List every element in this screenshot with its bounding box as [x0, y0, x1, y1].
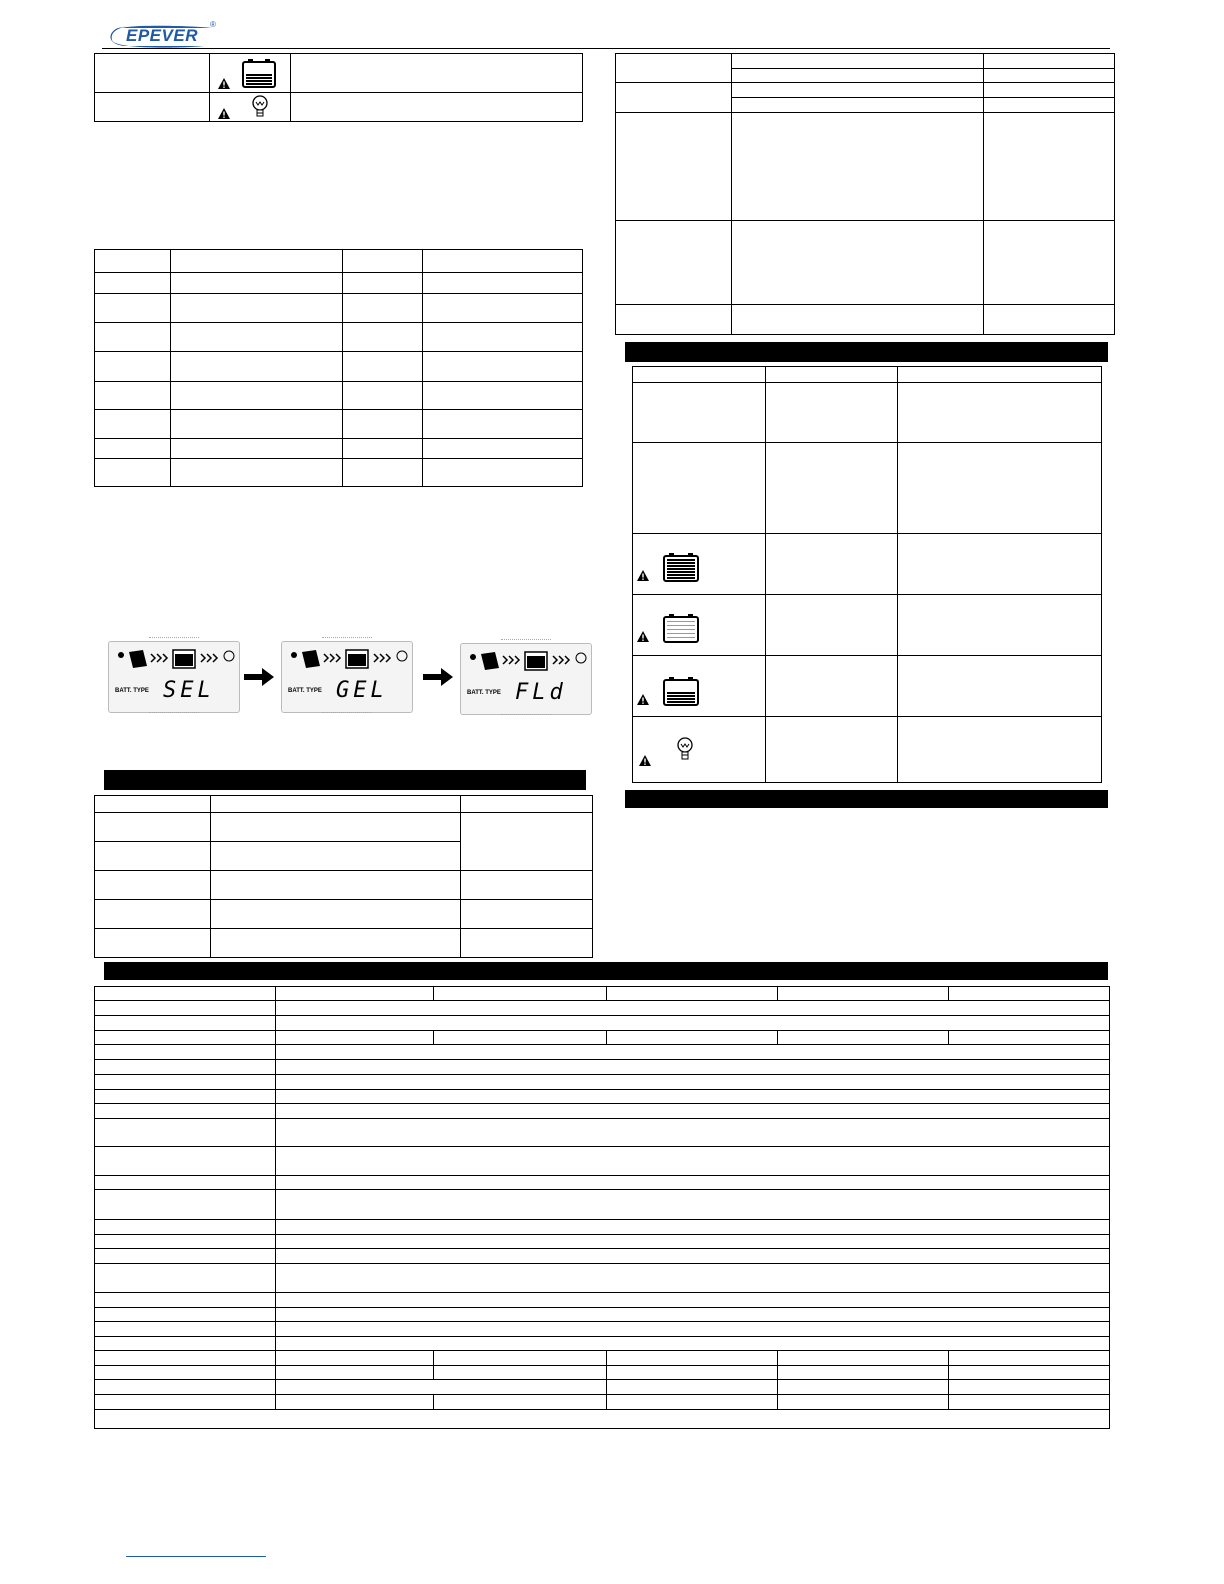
brand-logo: [104, 18, 224, 52]
lcd-value: SEL: [163, 678, 215, 703]
lcd-screen-sel: [108, 641, 240, 713]
lightbulb-icon: [252, 95, 268, 119]
warning-icon: [639, 755, 651, 766]
lcd-screen-fld: [460, 643, 592, 715]
warning-icon: [637, 631, 649, 642]
right-arrow-icon: [244, 666, 274, 688]
right-arrow-icon: [423, 666, 453, 688]
registered-mark: ®: [210, 20, 216, 29]
lcd-flow-icons: [465, 648, 591, 678]
brand-name: EPEVER: [126, 26, 198, 45]
battery-icon: [242, 58, 276, 88]
lcd-batt-type-label: BATT. TYPE: [115, 688, 149, 694]
warning-icon: [637, 694, 649, 705]
warning-icon: [637, 570, 649, 581]
lcd-value: GEL: [336, 678, 388, 703]
battery-full-icon: [663, 552, 699, 582]
section-header-bar: [625, 342, 1108, 362]
footer-link-underline: [126, 1556, 266, 1557]
lcd-screen-gel: [281, 641, 413, 713]
header-rule: [102, 48, 1110, 49]
section-header-bar: [104, 770, 586, 790]
lcd-value: FLd: [515, 680, 567, 705]
battery-low-icon: [663, 676, 699, 706]
lcd-flow-icons: [286, 646, 412, 676]
right-upper-table: [615, 53, 1115, 335]
warning-icon: [218, 108, 230, 119]
warning-icon: [218, 78, 230, 89]
left-lower-table: [94, 795, 593, 958]
specification-table: [94, 986, 1110, 1429]
right-icon-status-table: [632, 366, 1102, 783]
left-parameter-table: [94, 249, 583, 487]
lcd-flow-icons: [113, 646, 239, 676]
top-left-icon-table: [94, 53, 583, 122]
lightbulb-icon: [677, 737, 693, 763]
lcd-batt-type-label: BATT. TYPE: [288, 688, 322, 694]
section-header-bar: [625, 790, 1108, 808]
section-header-bar: [104, 962, 1108, 980]
battery-outline-icon: [663, 613, 699, 643]
lcd-batt-type-label: BATT. TYPE: [467, 690, 501, 696]
